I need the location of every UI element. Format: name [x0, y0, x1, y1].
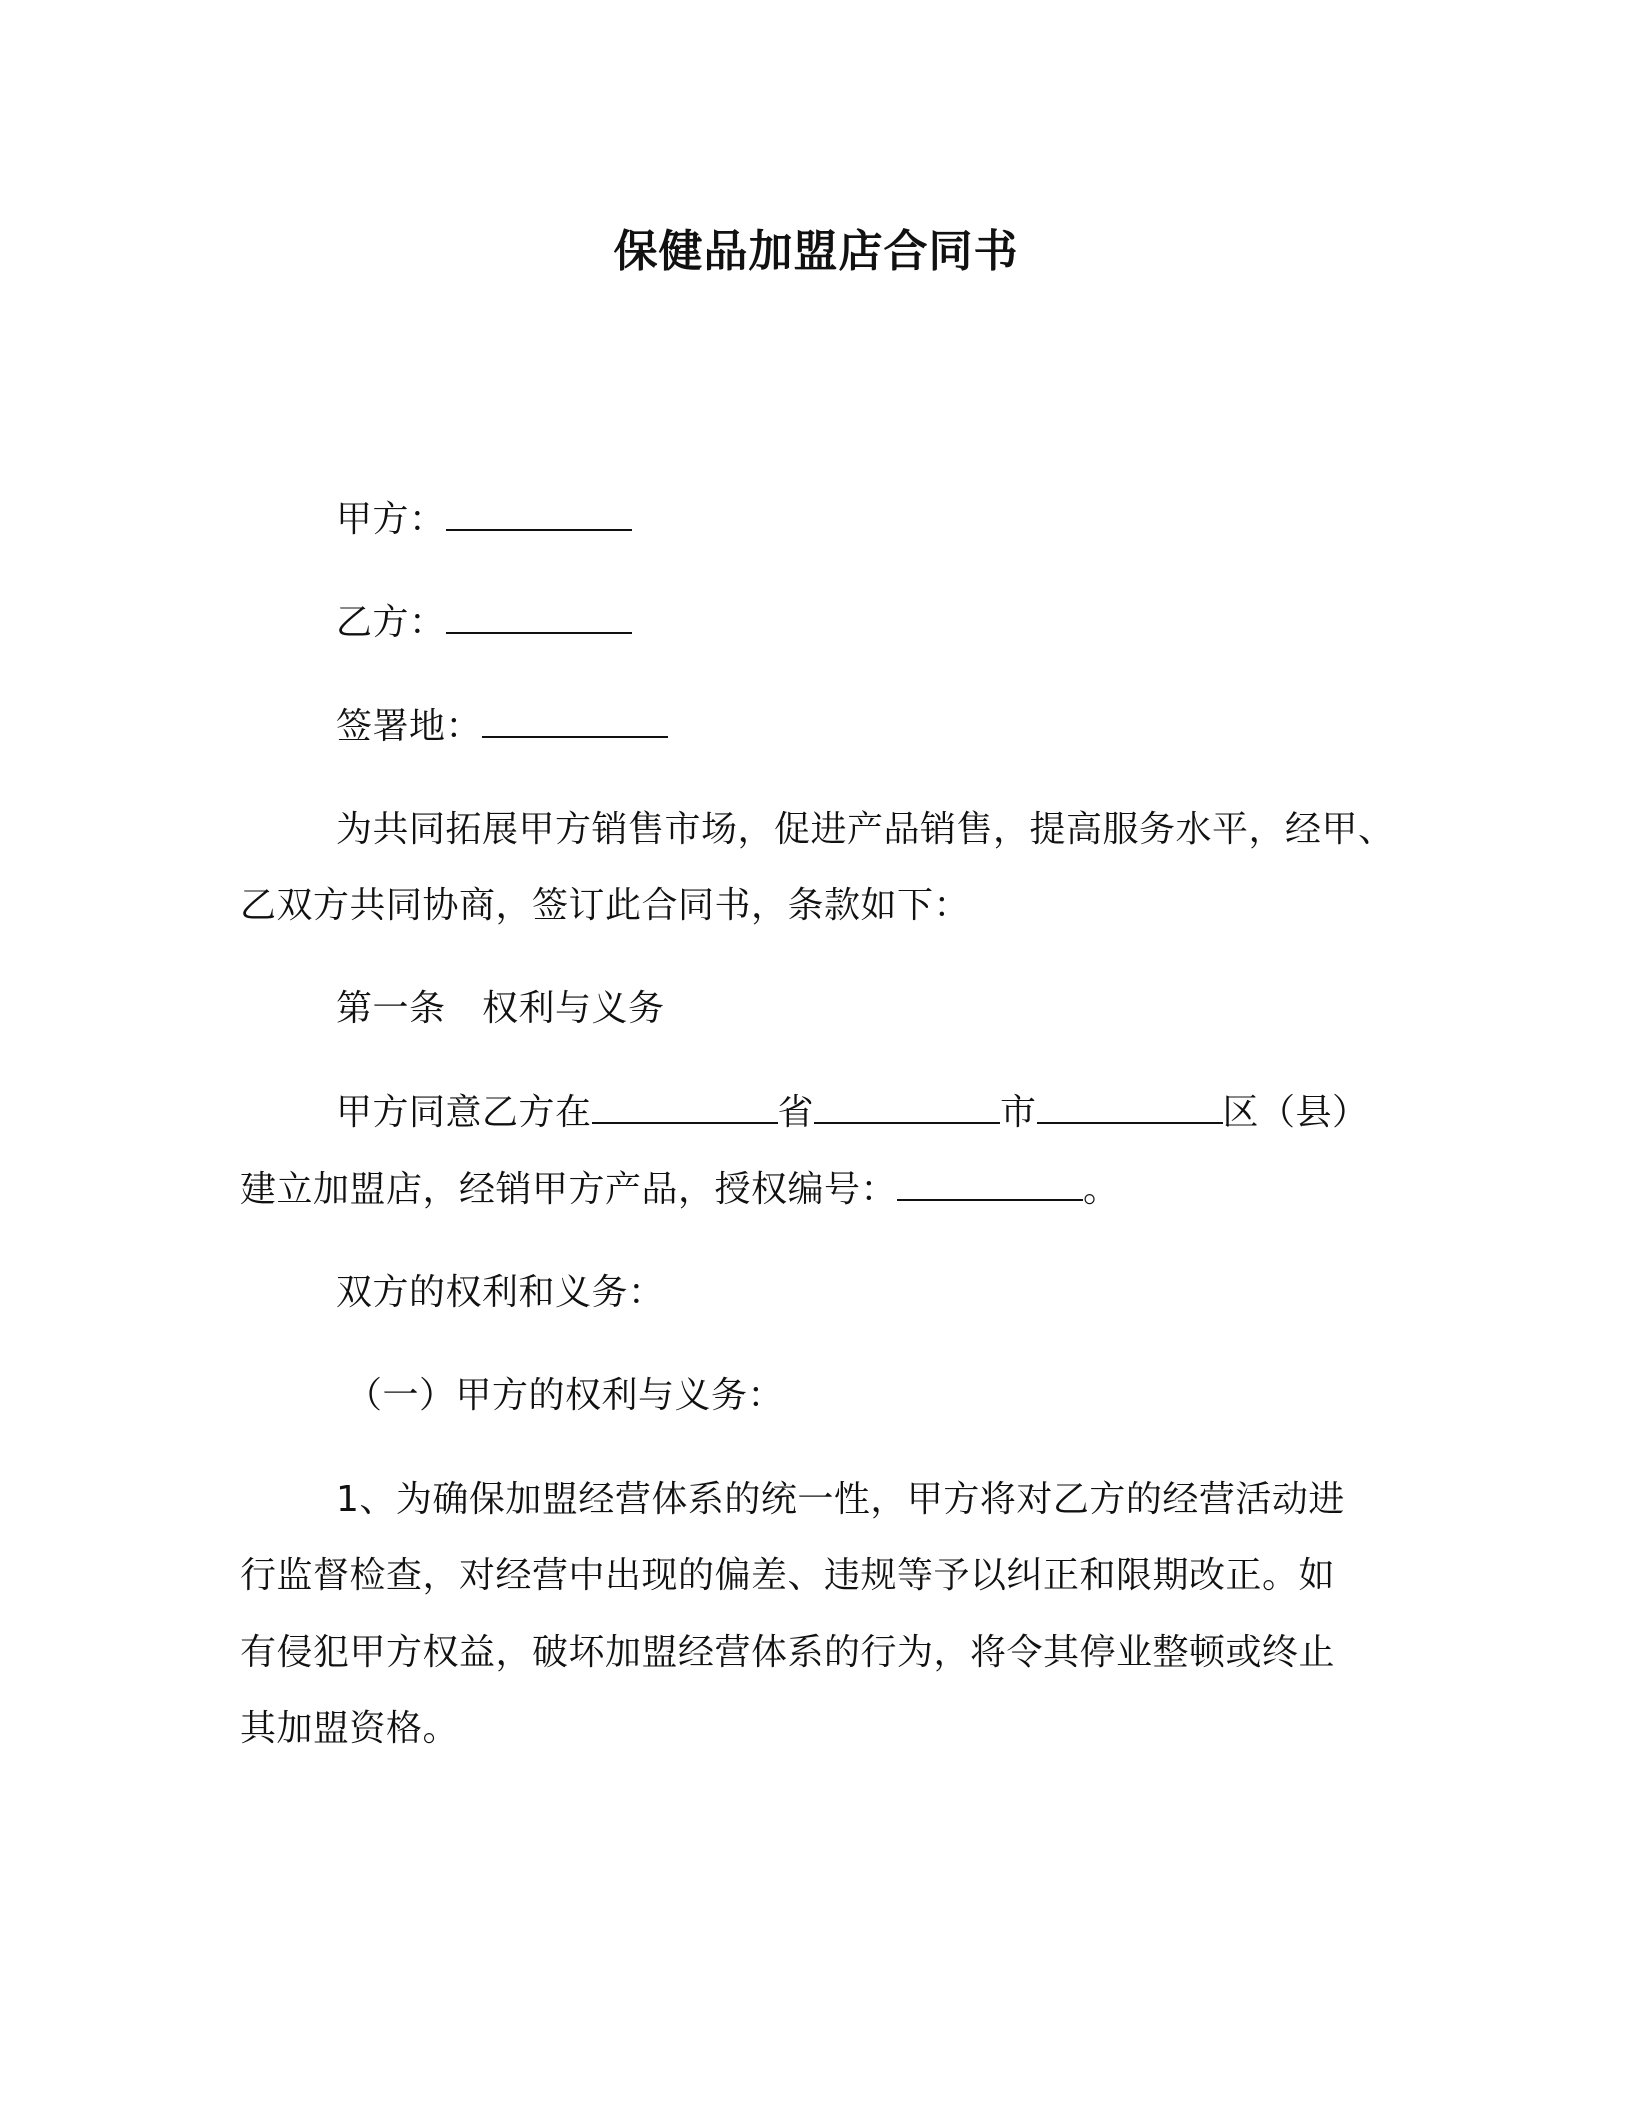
signing-place-line	[336, 701, 668, 753]
consent-text: 甲方同意乙方在	[336, 1092, 592, 1133]
item-1-line-1: 1、为确保加盟经营体系的统一性，甲方将对乙方的经营活动进	[336, 1479, 1345, 1520]
district-label: 区（县）	[1222, 1092, 1369, 1133]
item-1-line-4: 其加盟资格。	[240, 1708, 460, 1749]
rights-intro: 双方的权利和义务：	[336, 1272, 665, 1313]
consent-line-2	[240, 1164, 1120, 1216]
province-label: 省	[777, 1092, 815, 1133]
party-a-blank[interactable]	[446, 499, 632, 531]
authorization-number-blank[interactable]	[897, 1169, 1083, 1201]
item-1-line-2: 行监督检查，对经营中出现的偏差、违规等予以纠正和限期改正。如	[240, 1555, 1336, 1596]
district-blank[interactable]	[1037, 1092, 1223, 1124]
item-1-line-3: 有侵犯甲方权益，破坏加盟经营体系的行为，将令其停业整顿或终止	[240, 1632, 1336, 1673]
province-blank[interactable]	[592, 1092, 778, 1124]
preamble-line-1: 为共同拓展甲方销售市场，促进产品销售，提高服务水平，经甲、	[336, 809, 1395, 850]
party-a-label: 甲方：	[336, 499, 446, 540]
party-a-line	[336, 494, 632, 546]
party-b-blank[interactable]	[446, 602, 632, 634]
document-title: 保健品加盟店合同书	[613, 226, 1019, 277]
consent-line-1	[336, 1087, 1369, 1139]
signing-place-blank[interactable]	[482, 706, 668, 738]
city-label: 市	[1000, 1092, 1037, 1133]
signing-place-label: 签署地：	[336, 706, 483, 747]
party-b-line	[336, 597, 632, 649]
authorization-text: 建立加盟店，经销甲方产品，授权编号：	[240, 1169, 898, 1210]
party-b-label: 乙方：	[336, 602, 446, 643]
city-blank[interactable]	[814, 1092, 1000, 1124]
article-1-heading: 第一条 权利与义务	[336, 988, 665, 1029]
preamble-line-2: 乙双方共同协商，签订此合同书，条款如下：	[240, 885, 971, 926]
consent-end-mark: 。	[1083, 1169, 1120, 1210]
section-1-heading: （一）甲方的权利与义务：	[346, 1375, 785, 1416]
